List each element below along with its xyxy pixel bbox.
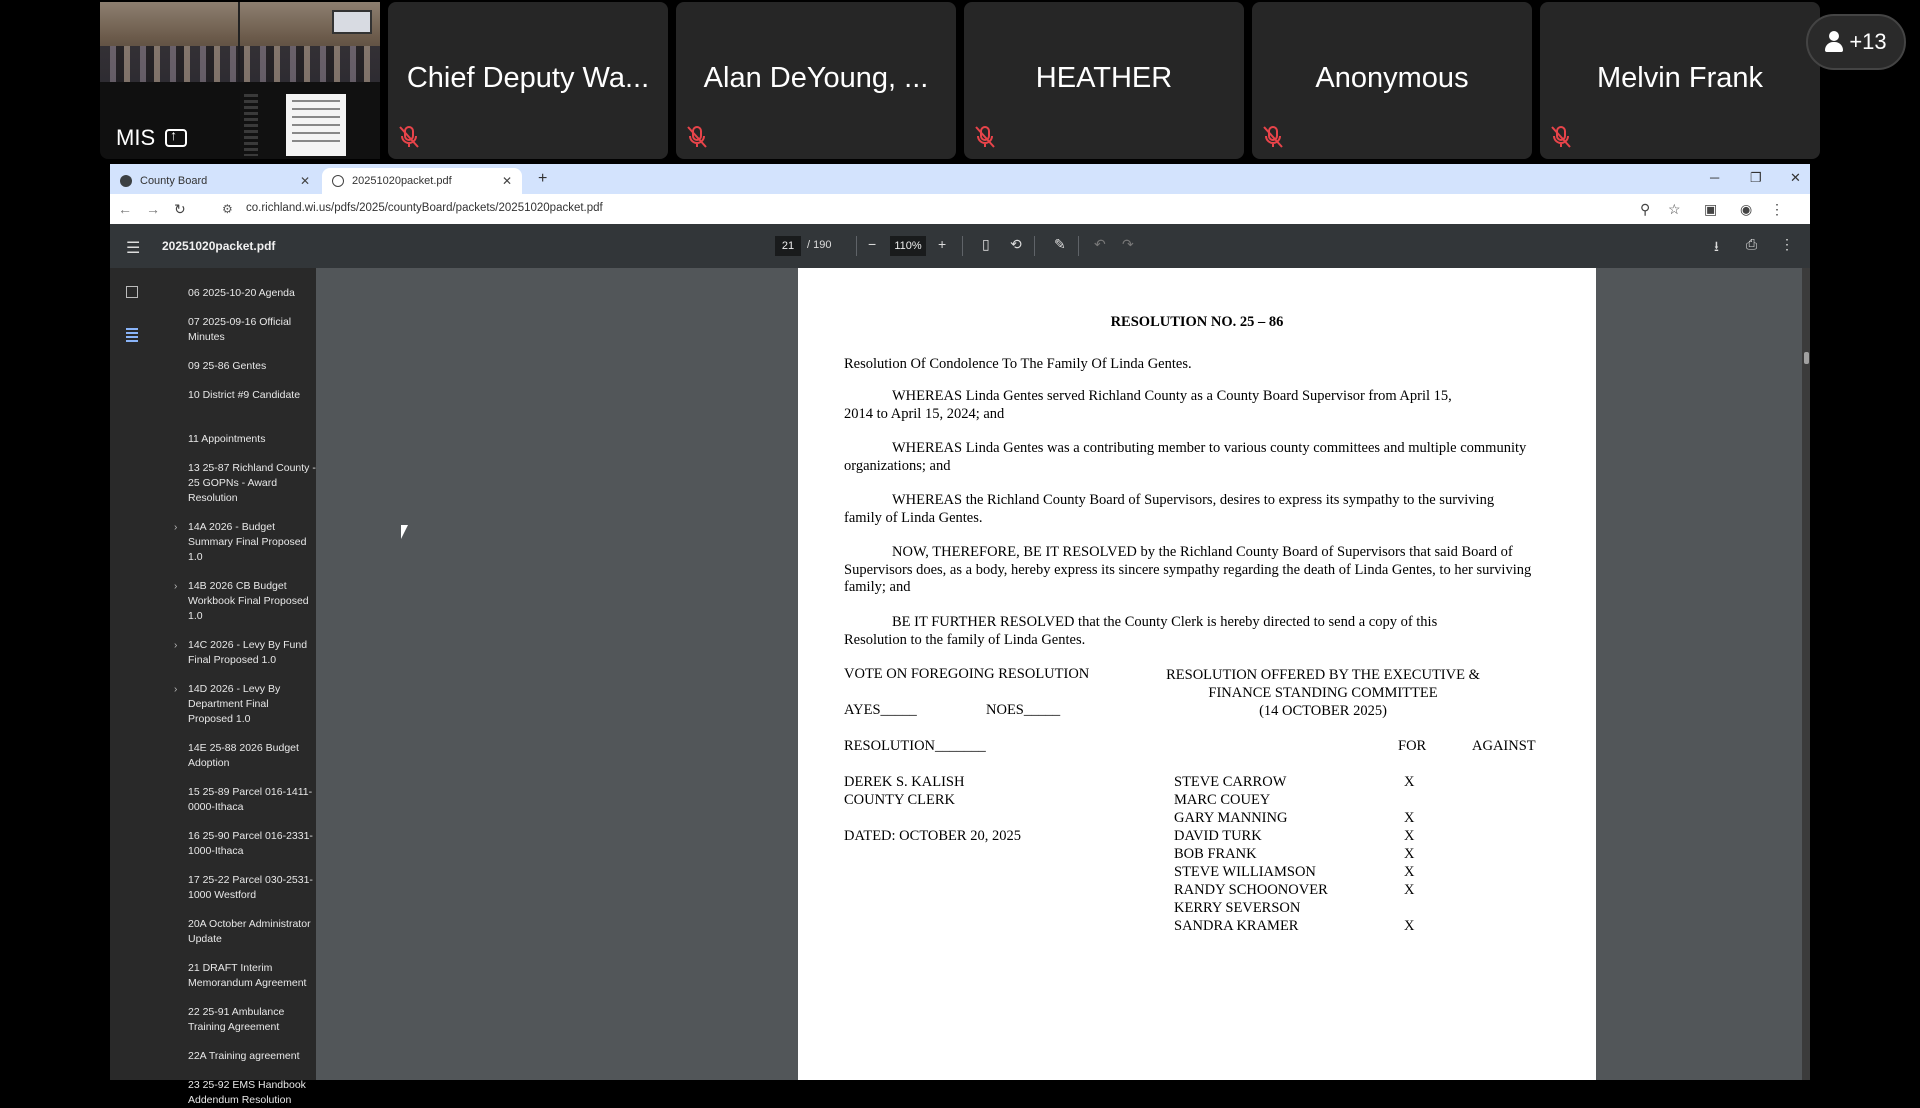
zoom-icon[interactable]: ⚲ bbox=[1640, 201, 1651, 217]
bookmark-star-icon[interactable]: ☆ bbox=[1668, 201, 1681, 217]
mic-muted-icon bbox=[1262, 125, 1284, 149]
vote-for-mark: X bbox=[1404, 918, 1415, 934]
toolbar-separator bbox=[962, 236, 963, 256]
offered-by bbox=[1118, 666, 1528, 720]
close-window-icon[interactable]: ✕ bbox=[1790, 170, 1801, 185]
participant-name: Alan DeYoung, ... bbox=[703, 62, 929, 94]
mouse-cursor-icon bbox=[401, 525, 415, 539]
chevron-right-icon[interactable]: › bbox=[174, 684, 178, 695]
resolution-title: RESOLUTION NO. 25 – 86 bbox=[1110, 314, 1284, 330]
viewer-scrollbar[interactable] bbox=[1802, 268, 1810, 1080]
outline-item-label: 13 25-87 Richland County - 25 GOPNs - Award Resolution bbox=[188, 462, 316, 504]
outline-item[interactable] bbox=[188, 873, 316, 903]
outline-item-label: 07 2025-09-16 Official Minutes bbox=[188, 316, 292, 343]
participant-name: Chief Deputy Wa... bbox=[406, 62, 650, 94]
outline-item[interactable] bbox=[188, 1049, 316, 1064]
participant-tile[interactable] bbox=[964, 2, 1244, 159]
download-icon[interactable]: ⭳ bbox=[1714, 238, 1719, 254]
outline-item-label: 21 DRAFT Interim Memorandum Agreement bbox=[188, 962, 307, 989]
participant-tile[interactable] bbox=[388, 2, 668, 159]
outline-item[interactable] bbox=[174, 638, 316, 668]
redo-icon[interactable]: ↷ bbox=[1122, 236, 1134, 252]
more-participants-count: +13 bbox=[1849, 29, 1887, 54]
participant-name: Melvin Frank bbox=[1597, 62, 1763, 94]
outline-item[interactable] bbox=[188, 1078, 316, 1108]
pdf-viewer[interactable] bbox=[316, 268, 1810, 1080]
offered-by-line: RESOLUTION OFFERED BY THE EXECUTIVE & bbox=[1166, 667, 1480, 683]
page-number-input[interactable]: 21 bbox=[775, 236, 801, 256]
offered-by-line: (14 OCTOBER 2025) bbox=[1259, 703, 1387, 719]
forward-icon[interactable]: → bbox=[146, 201, 160, 217]
browser-window bbox=[110, 164, 1810, 1106]
noes-line: NOES_____ bbox=[986, 702, 1061, 718]
vote-for-mark: X bbox=[1404, 882, 1415, 898]
url-field[interactable]: co.richland.wi.us/pdfs/2025/countyBoard/packets/20251020packet.pdf bbox=[246, 202, 603, 214]
supervisor-name: SANDRA KRAMER bbox=[1174, 918, 1299, 934]
outline-item[interactable] bbox=[188, 1005, 316, 1035]
supervisor-name: STEVE WILLIAMSON bbox=[1174, 864, 1316, 880]
outline-item-label: 11 Appointments bbox=[188, 433, 266, 445]
vote-heading: VOTE ON FOREGOING RESOLUTION bbox=[844, 666, 1090, 682]
outline-item-label: 20A October Administrator Update bbox=[188, 918, 311, 945]
vote-for-mark: X bbox=[1404, 846, 1415, 862]
resolved-paragraph: BE IT FURTHER RESOLVED that the County Clerk is hereby directed to send a copy of this Resolution to the family of Linda Gentes. bbox=[844, 614, 1438, 648]
zoom-level-input[interactable]: 110% bbox=[890, 236, 926, 256]
pdf-filename: 20251020packet.pdf bbox=[162, 239, 276, 253]
site-favicon-icon bbox=[120, 175, 132, 187]
clerk-name: DEREK S. KALISH bbox=[844, 774, 965, 790]
tab-label: 20251020packet.pdf bbox=[352, 175, 452, 187]
sidebar-toggle-icon[interactable]: ☰ bbox=[126, 240, 141, 257]
for-column-header: FOR bbox=[1398, 738, 1427, 754]
supervisor-name: GARY MANNING bbox=[1174, 810, 1288, 826]
whereas-paragraph: WHEREAS Linda Gentes served Richland County as a County Board Supervisor from April 15, 2014 to April 15, 2024; and bbox=[844, 388, 1452, 422]
supervisor-name: RANDY SCHOONOVER bbox=[1174, 882, 1328, 898]
restore-icon[interactable]: ❐ bbox=[1750, 170, 1762, 185]
outline-item-label: 16 25-90 Parcel 016-2331-1000-Ithaca bbox=[188, 830, 313, 857]
outline-item-label: 17 25-22 Parcel 030-2531-1000 Westford bbox=[188, 874, 313, 901]
undo-icon[interactable]: ↶ bbox=[1094, 236, 1106, 252]
clerk-title: COUNTY CLERK bbox=[844, 792, 956, 808]
tab-bar bbox=[110, 164, 1810, 194]
self-name: MIS bbox=[116, 125, 156, 150]
pdf-toolbar bbox=[110, 224, 1810, 268]
outline-item-label: 14C 2026 - Levy By Fund Final Proposed 1.0 bbox=[188, 639, 308, 666]
against-column-header: AGAINST bbox=[1472, 738, 1536, 754]
outline-item-label: 14E 25-88 2026 Budget Adoption bbox=[188, 742, 299, 769]
participant-tile[interactable] bbox=[1540, 2, 1820, 159]
vote-for-mark: X bbox=[1404, 774, 1415, 790]
outline-item[interactable] bbox=[188, 829, 316, 859]
supervisor-name: STEVE CARROW bbox=[1174, 774, 1287, 790]
mic-muted-icon bbox=[1550, 125, 1572, 149]
site-info-icon[interactable]: ⚙ bbox=[222, 202, 233, 216]
globe-favicon-icon bbox=[332, 175, 344, 187]
mic-muted-icon bbox=[686, 125, 708, 149]
browser-menu-icon[interactable]: ⋮ bbox=[1770, 201, 1784, 217]
profile-icon[interactable]: ◉ bbox=[1740, 201, 1753, 217]
participant-tile[interactable] bbox=[1252, 2, 1532, 159]
chevron-right-icon[interactable]: › bbox=[174, 581, 178, 592]
screen-share-icon bbox=[165, 129, 187, 147]
supervisor-name: BOB FRANK bbox=[1174, 846, 1257, 862]
cast-icon[interactable]: ▣ bbox=[1704, 201, 1718, 217]
whereas-paragraph: WHEREAS the Richland County Board of Supervisors, desires to express its sympathy to the surviving family of Linda Gentes. bbox=[844, 492, 1495, 526]
outline-item[interactable] bbox=[188, 359, 316, 374]
self-label bbox=[116, 125, 187, 151]
outline-item-label: 06 2025-10-20 Agenda bbox=[188, 287, 295, 299]
participant-name: HEATHER bbox=[1035, 62, 1173, 94]
annotate-icon[interactable]: ✎ bbox=[1054, 236, 1066, 252]
room-audience bbox=[100, 46, 380, 82]
participant-strip bbox=[0, 0, 1920, 162]
outline-item[interactable] bbox=[188, 432, 316, 447]
viewer-scroll-thumb[interactable] bbox=[1804, 352, 1809, 364]
resolution-line: RESOLUTION_______ bbox=[844, 738, 986, 754]
toolbar-separator bbox=[1034, 236, 1035, 256]
outline-item-label: 14B 2026 CB Budget Workbook Final Proposed 1.0 bbox=[188, 580, 309, 622]
rotate-icon[interactable]: ⟲ bbox=[1010, 236, 1022, 252]
outline-item-label: 22A Training agreement bbox=[188, 1050, 300, 1062]
close-tab-icon[interactable]: ✕ bbox=[299, 174, 310, 188]
thumbnail-document bbox=[286, 94, 346, 156]
room-screen bbox=[332, 10, 372, 34]
supervisor-name: KERRY SEVERSON bbox=[1174, 900, 1301, 916]
dated-line: DATED: OCTOBER 20, 2025 bbox=[844, 828, 1021, 844]
shared-screen-thumbnail bbox=[240, 90, 380, 159]
pdf-sidebar bbox=[110, 268, 316, 1106]
outline-item-label: 23 25-92 EMS Handbook Addendum Resolution bbox=[188, 1079, 306, 1106]
print-icon[interactable]: ⎙ bbox=[1746, 236, 1758, 252]
participant-name: Anonymous bbox=[1315, 62, 1469, 94]
outline-item-label: 14D 2026 - Levy By Department Final Proposed 1.0 bbox=[188, 683, 281, 725]
outline-item-label: 22 25-91 Ambulance Training Agreement bbox=[188, 1006, 285, 1033]
outline-item[interactable] bbox=[188, 741, 316, 771]
minimize-icon[interactable]: ─ bbox=[1710, 170, 1720, 185]
zoom-out-icon[interactable]: − bbox=[868, 236, 877, 252]
outline-item-label: 14A 2026 - Budget Summary Final Proposed 1.0 bbox=[188, 521, 307, 563]
outline-item[interactable] bbox=[188, 961, 316, 991]
resolved-paragraph: NOW, THEREFORE, BE IT RESOLVED by the Richland County Board of Supervisors that said Board of Supervisors does, as a body, hereby express its sincere sympathy regarding the death of Linda Gentes, to her surviving family; and bbox=[844, 544, 1532, 595]
outline-item-label: 09 25-86 Gentes bbox=[188, 360, 267, 372]
page-total: / 190 bbox=[807, 239, 832, 251]
outline-item[interactable] bbox=[188, 785, 316, 815]
thumbnails-view-icon[interactable] bbox=[126, 286, 138, 298]
pdf-page bbox=[798, 268, 1596, 1080]
address-bar-row bbox=[110, 194, 1810, 224]
person-icon bbox=[1825, 31, 1843, 53]
back-icon[interactable]: ← bbox=[118, 201, 132, 217]
participant-tile[interactable] bbox=[676, 2, 956, 159]
reload-icon[interactable]: ↻ bbox=[174, 201, 186, 217]
close-tab-icon[interactable]: ✕ bbox=[501, 174, 512, 188]
outline-item-label: 10 District #9 Candidate bbox=[188, 389, 301, 401]
new-tab-button[interactable]: + bbox=[538, 170, 548, 187]
outline-item[interactable] bbox=[188, 917, 316, 947]
room-video bbox=[100, 2, 380, 82]
whereas-paragraph: WHEREAS Linda Gentes was a contributing member to various county committees and multiple community organizations; and bbox=[844, 440, 1527, 474]
thumbnail-sidebar bbox=[244, 94, 258, 156]
toolbar-separator bbox=[1078, 236, 1079, 256]
chevron-right-icon[interactable]: › bbox=[174, 522, 178, 533]
outline-item[interactable] bbox=[188, 461, 316, 506]
vote-for-mark: X bbox=[1404, 810, 1415, 826]
outline-item[interactable] bbox=[188, 388, 316, 403]
more-participants-button[interactable] bbox=[1806, 14, 1906, 70]
mic-muted-icon bbox=[398, 125, 420, 149]
pdf-more-icon[interactable]: ⋮ bbox=[1780, 236, 1794, 252]
tab-county-board[interactable] bbox=[110, 168, 320, 194]
outline-view-icon[interactable] bbox=[126, 328, 138, 342]
supervisor-name: MARC COUEY bbox=[1174, 792, 1271, 808]
offered-by-line: FINANCE STANDING COMMITTEE bbox=[1208, 685, 1438, 701]
outline-item[interactable] bbox=[174, 682, 316, 727]
outline-item[interactable] bbox=[174, 520, 316, 565]
vote-for-mark: X bbox=[1404, 828, 1415, 844]
supervisor-name: DAVID TURK bbox=[1174, 828, 1262, 844]
outline-item[interactable] bbox=[174, 579, 316, 624]
tab-packet-pdf[interactable] bbox=[322, 168, 522, 194]
resolution-subtitle: Resolution Of Condolence To The Family Of Linda Gentes. bbox=[844, 356, 1192, 372]
mic-muted-icon bbox=[974, 125, 996, 149]
toolbar-separator bbox=[856, 236, 857, 256]
ayes-line: AYES_____ bbox=[844, 702, 917, 718]
tab-label: County Board bbox=[140, 175, 208, 187]
outline-item-label: 15 25-89 Parcel 016-1411-0000-Ithaca bbox=[188, 786, 313, 813]
zoom-in-icon[interactable]: + bbox=[938, 236, 947, 252]
fit-page-icon[interactable]: ▯ bbox=[982, 236, 990, 252]
outline-item[interactable] bbox=[188, 315, 316, 345]
outline-item[interactable] bbox=[188, 286, 316, 301]
chevron-right-icon[interactable]: › bbox=[174, 640, 178, 651]
vote-for-mark: X bbox=[1404, 864, 1415, 880]
